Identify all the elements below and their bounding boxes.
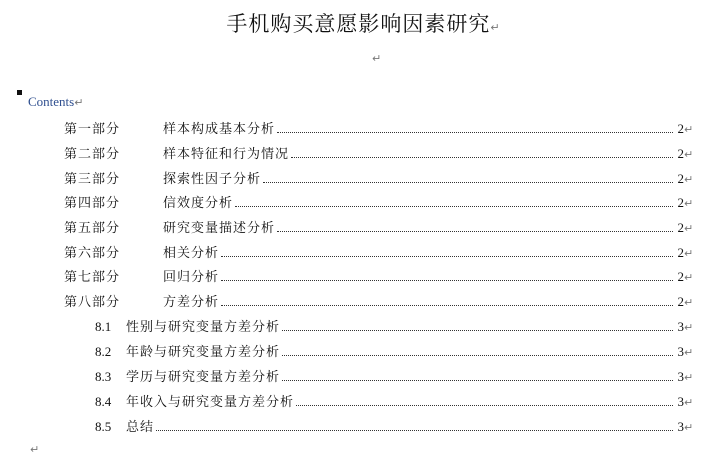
- toc-leader-dots: [296, 393, 673, 406]
- toc-entry[interactable]: [95, 341, 693, 363]
- toc-entry[interactable]: [64, 291, 693, 313]
- toc-entry-page: 2: [677, 171, 684, 186]
- toc-entry-label: 年收入与研究变量方差分析: [126, 395, 295, 410]
- toc-leader-dots: [291, 145, 673, 158]
- paragraph-mark-icon: ↵: [684, 197, 694, 210]
- toc-entry[interactable]: [64, 118, 693, 140]
- paragraph-anchor-icon: [17, 90, 22, 95]
- paragraph-mark-icon: ↵: [372, 52, 382, 65]
- toc-leader-dots: [277, 219, 673, 232]
- toc-leader-dots: [263, 170, 673, 183]
- toc-entry[interactable]: [64, 242, 693, 264]
- paragraph-mark-icon: ↵: [684, 148, 694, 161]
- paragraph-mark-icon: ↵: [684, 396, 694, 409]
- toc-leader-dots: [221, 293, 673, 306]
- toc-entry-number: 第五部分: [64, 221, 121, 236]
- toc-entry-label: 总结: [126, 420, 155, 435]
- toc-entry[interactable]: [64, 192, 693, 214]
- toc-entry-label: 样本特征和行为情况: [163, 147, 290, 162]
- toc-entry-page: 2: [677, 269, 684, 284]
- toc-entry-number: 第四部分: [64, 196, 121, 211]
- toc-leader-dots: [221, 268, 673, 281]
- toc-entry-page: 3: [677, 319, 684, 334]
- toc-leader-dots: [235, 194, 673, 207]
- paragraph-mark-icon: ↵: [684, 123, 694, 136]
- toc-entry-label: 回归分析: [163, 270, 220, 285]
- toc-leader-dots: [156, 418, 673, 431]
- toc-entry[interactable]: [64, 143, 693, 165]
- toc-heading: [28, 94, 83, 110]
- paragraph-mark-icon: ↵: [684, 271, 694, 284]
- toc-leader-dots: [282, 368, 673, 381]
- paragraph-mark-icon: ↵: [684, 173, 694, 186]
- toc-entry-number: 8.5: [95, 419, 112, 434]
- toc-entry-label: 年龄与研究变量方差分析: [126, 345, 281, 360]
- toc-entry-label: 相关分析: [163, 246, 220, 261]
- toc-leader-dots: [282, 318, 673, 331]
- toc-entry-label: 信效度分析: [163, 196, 234, 211]
- toc-entry-number: 8.1: [95, 319, 112, 334]
- toc-entry-label: 性别与研究变量方差分析: [126, 320, 281, 335]
- toc-entry-label: 研究变量描述分析: [163, 221, 276, 236]
- toc-entry-page: 3: [677, 394, 684, 409]
- toc-entry-page: 3: [677, 419, 684, 434]
- toc-entry[interactable]: [95, 416, 693, 438]
- toc-entry[interactable]: [64, 266, 693, 288]
- document-title: [0, 8, 727, 38]
- paragraph-mark-icon: ↵: [684, 371, 694, 384]
- toc-entry[interactable]: [95, 316, 693, 338]
- toc-entry-number: 第六部分: [64, 246, 121, 261]
- toc-entry-number: 第八部分: [64, 295, 121, 310]
- title-text: 手机购买意愿影响因素研究: [226, 12, 491, 36]
- toc-entry-page: 2: [677, 146, 684, 161]
- toc-entry-number: 8.4: [95, 394, 112, 409]
- toc-entry-page: 3: [677, 344, 684, 359]
- toc-entry-number: 8.2: [95, 344, 112, 359]
- paragraph-mark-icon: ↵: [684, 222, 694, 235]
- paragraph-mark-icon: ↵: [490, 21, 501, 34]
- paragraph-mark-icon: ↵: [684, 346, 694, 359]
- toc-leader-dots: [277, 120, 673, 133]
- paragraph-mark-icon: ↵: [684, 321, 694, 334]
- toc-leader-dots: [282, 343, 673, 356]
- toc-entry-page: 2: [677, 220, 684, 235]
- toc-entry-number: 第七部分: [64, 270, 121, 285]
- toc-entry-number: 第二部分: [64, 147, 121, 162]
- paragraph-mark-icon: ↵: [74, 96, 84, 109]
- toc-entry-number: 第一部分: [64, 122, 121, 137]
- toc-entry-page: 3: [677, 369, 684, 384]
- paragraph-mark-icon: ↵: [684, 296, 694, 309]
- toc-entry-label: 探索性因子分析: [163, 172, 262, 187]
- toc-entry-page: 2: [677, 121, 684, 136]
- toc-entry[interactable]: [64, 217, 693, 239]
- paragraph-mark-icon: ↵: [684, 421, 694, 434]
- toc-entry-label: 样本构成基本分析: [163, 122, 276, 137]
- paragraph-mark-icon: ↵: [30, 443, 40, 456]
- toc-entry-page: 2: [677, 195, 684, 210]
- paragraph-mark-icon: ↵: [684, 247, 694, 260]
- toc-entry-label: 学历与研究变量方差分析: [126, 370, 281, 385]
- toc-entry-number: 8.3: [95, 369, 112, 384]
- toc-entry-label: 方差分析: [163, 295, 220, 310]
- toc-heading-text: Contents: [28, 94, 75, 109]
- toc-leader-dots: [221, 244, 673, 257]
- toc-entry[interactable]: [95, 391, 693, 413]
- toc-entry-number: 第三部分: [64, 172, 121, 187]
- toc-entry[interactable]: [64, 168, 693, 190]
- toc-entry[interactable]: [95, 366, 693, 388]
- toc-entry-page: 2: [677, 294, 684, 309]
- toc-entry-page: 2: [677, 245, 684, 260]
